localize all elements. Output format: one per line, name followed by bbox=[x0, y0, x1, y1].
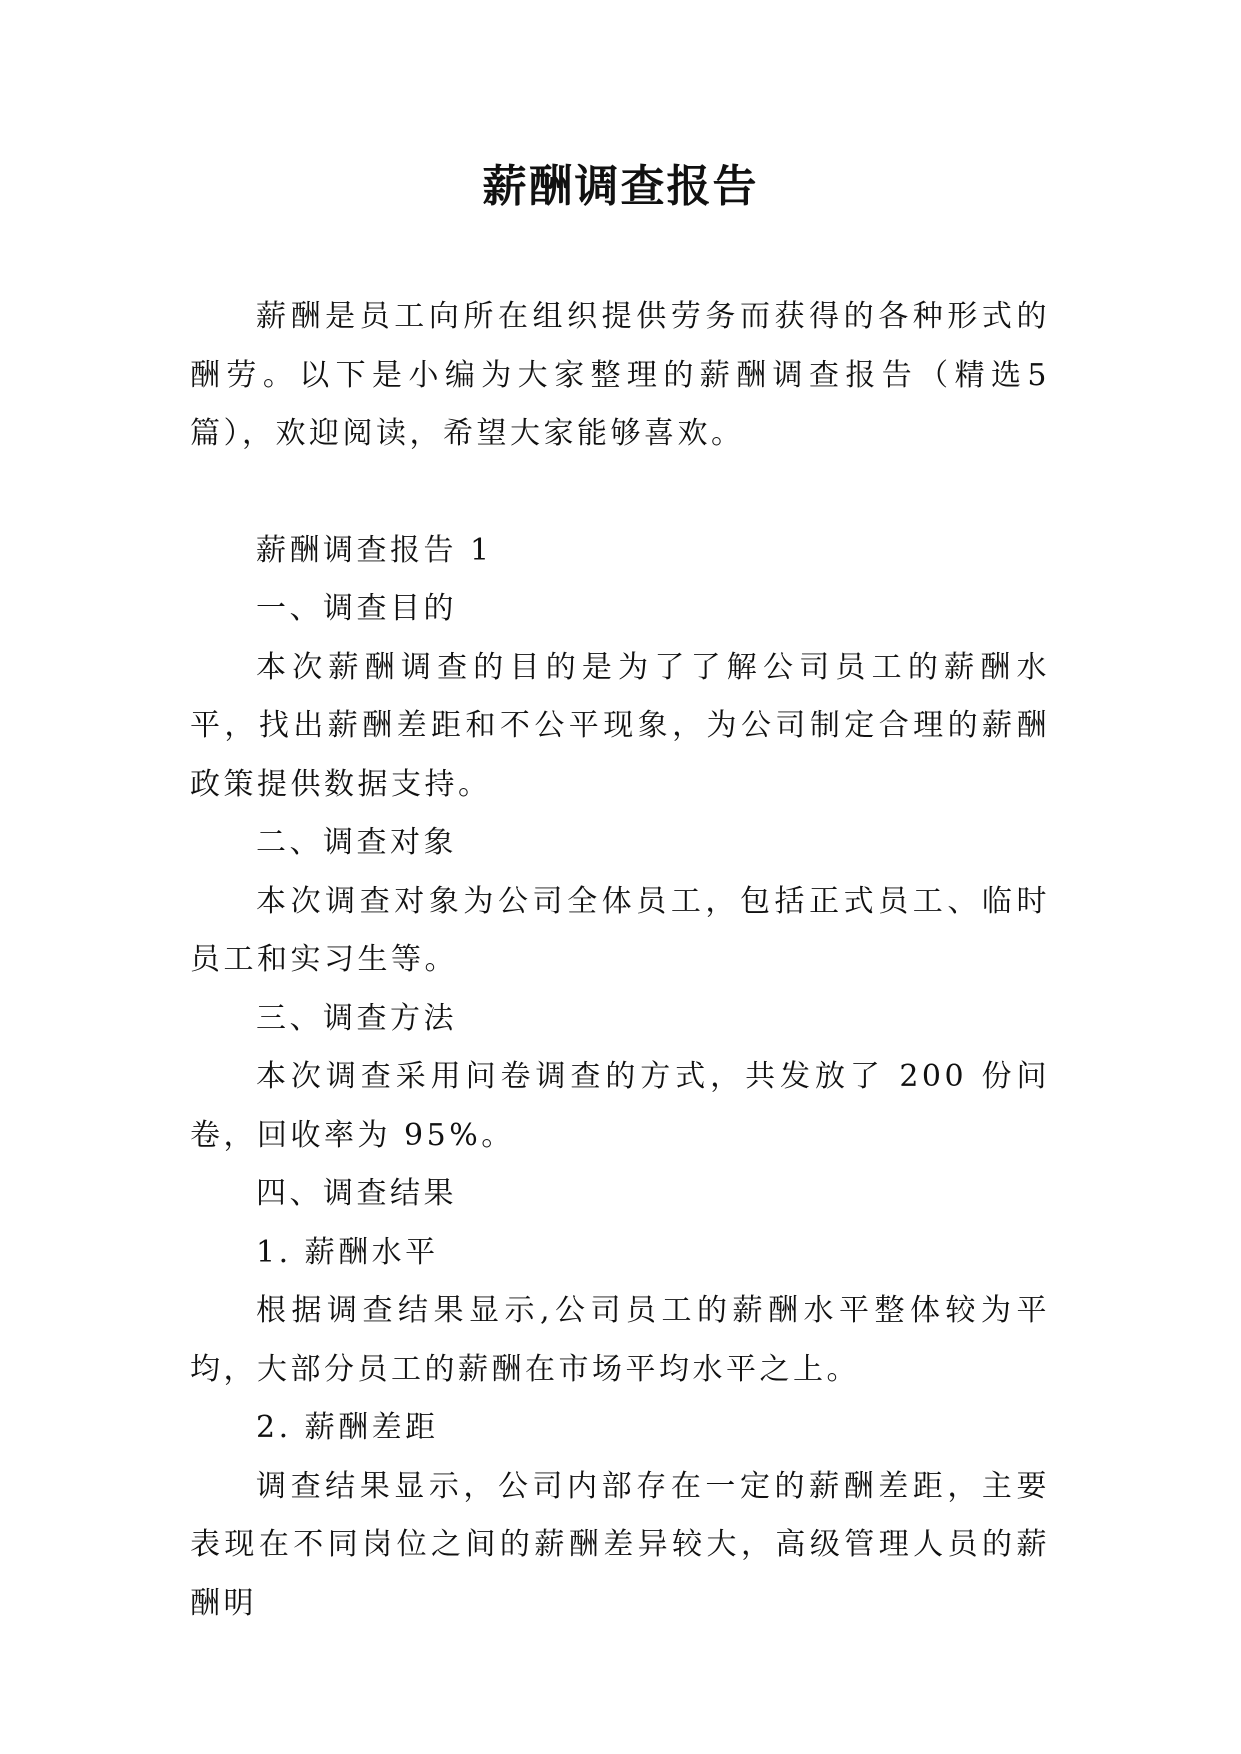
body-paragraph: 根据调查结果显示,公司员工的薪酬水平整体较为平均，大部分员工的薪酬在市场平均水平之上。 bbox=[190, 1293, 1050, 1387]
section-heading: 四、调查结果 bbox=[256, 1176, 457, 1211]
document-title: 薪酬调查报告 bbox=[482, 161, 759, 212]
body-paragraph: 本次调查对象为公司全体员工，包括正式员工、临时员工和实习生等。 bbox=[190, 883, 1050, 977]
report-heading: 薪酬调查报告 1 bbox=[256, 532, 493, 568]
section-heading: 一、调查目的 bbox=[256, 591, 457, 626]
subsection-heading: 1. 薪酬水平 bbox=[256, 1234, 439, 1270]
body-paragraph: 调查结果显示，公司内部存在一定的薪酬差距，主要表现在不同岗位之间的薪酬差异较大，高级管理人员的薪酬明 bbox=[190, 1468, 1050, 1621]
subsection-heading: 2. 薪酬差距 bbox=[256, 1410, 439, 1445]
section-heading: 三、调查方法 bbox=[256, 1000, 457, 1036]
document-body bbox=[190, 288, 1050, 1633]
body-paragraph: 本次调查采用问卷调查的方式，共发放了 200 份问卷，回收率为 95%。 bbox=[190, 1059, 1050, 1153]
section-heading: 二、调查对象 bbox=[256, 825, 457, 860]
body-paragraph: 本次薪酬调查的目的是为了了解公司员工的薪酬水平，找出薪酬差距和不公平现象，为公司制定合理的薪酬政策提供数据支持。 bbox=[190, 649, 1050, 802]
intro-paragraph: 薪酬是员工向所在组织提供劳务而获得的各种形式的酬劳。以下是小编为大家整理的薪酬调查报告（精选5篇），欢迎阅读，希望大家能够喜欢。 bbox=[190, 299, 1050, 451]
paragraph-spacer bbox=[190, 464, 1050, 522]
